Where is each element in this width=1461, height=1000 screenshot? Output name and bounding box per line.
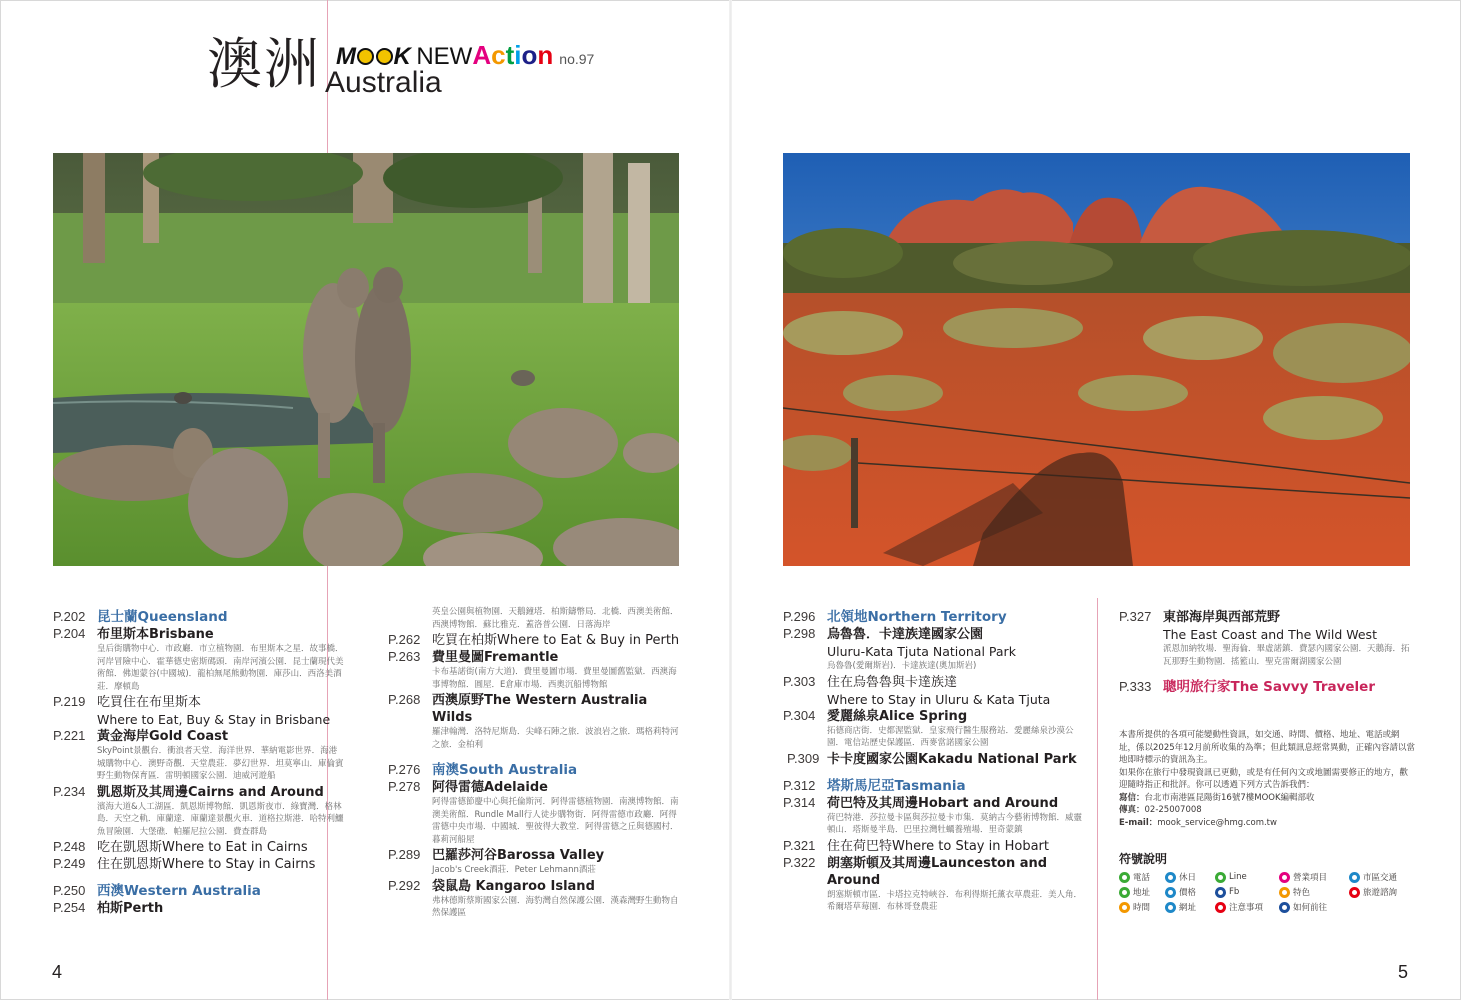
brand-action-letter: o bbox=[521, 40, 538, 70]
brand-action bbox=[472, 40, 553, 71]
notice-paragraph-1: 本書所提供的各項可能變動性資訊，如交通、時間、價格、地址、電話或網址，係以2025年12月前所收集的為準；但此類訊息經常異動，正確內容請以當地即時標示的資訊為主。 bbox=[1119, 730, 1415, 765]
toc-entry-text bbox=[97, 856, 345, 873]
toc-entry[interactable] bbox=[388, 779, 680, 847]
symbol-label: 地址 bbox=[1133, 888, 1151, 898]
toc-region-title: 西澳Western Australia bbox=[97, 883, 261, 899]
toc-entry[interactable] bbox=[1119, 609, 1415, 669]
toc-title: 凱恩斯及其周邊Cairns and Around bbox=[97, 784, 324, 800]
symbol-legend bbox=[1119, 850, 1419, 913]
toc-page-number: P.234 bbox=[53, 783, 86, 799]
symbol-item bbox=[1279, 871, 1349, 883]
symbol-item bbox=[1119, 901, 1165, 913]
toc-page-number: P.219 bbox=[53, 694, 86, 709]
symbol-icon bbox=[1279, 872, 1290, 883]
toc-entry[interactable] bbox=[53, 856, 345, 873]
toc-entry-text bbox=[827, 626, 1083, 674]
toc-subtitle: Where to Stay in Uluru & Kata Tjuta bbox=[827, 691, 1051, 707]
toc-page-number: P.322 bbox=[783, 854, 816, 870]
toc-title: 布里斯本Brisbane bbox=[97, 627, 214, 642]
symbol-item bbox=[1279, 901, 1349, 913]
mook-logo: M K bbox=[336, 43, 411, 70]
toc-entry[interactable] bbox=[53, 626, 345, 694]
toc-title: 袋鼠島 Kangaroo Island bbox=[432, 878, 595, 894]
toc-description: SkyPoint景觀台．衝浪者天堂．海洋世界．華納電影世界．海港城購物中心．澳野奇觀．天堂農莊．夢幻世界．坦莫寧山．庫倫賓野生動物保育區．雷明頓國家公園．迪威河遊船 bbox=[97, 746, 344, 781]
toc-page-number: P.309 bbox=[787, 750, 820, 766]
symbol-icon bbox=[1215, 887, 1226, 898]
toc-page-number: P.321 bbox=[783, 837, 816, 853]
symbol-item bbox=[1165, 871, 1215, 883]
symbol-item bbox=[1119, 871, 1165, 883]
toc-entry-text bbox=[97, 900, 345, 917]
symbol-label: 價格 bbox=[1179, 888, 1197, 898]
toc-description: 卡布基諾街(南方大道)．費里曼圖市場．費里曼圖舊監獄．西澳海事博物館．圓屋．E倉庫市場．西奧沉船博物館 bbox=[432, 667, 677, 690]
toc-entry-text bbox=[1163, 679, 1415, 696]
toc-description: Jacob's Creek酒莊．Peter Lehmann酒莊 bbox=[432, 865, 596, 875]
toc-title: 烏魯魯．卡達族達國家公園 bbox=[827, 627, 984, 642]
toc-title: 卡卡度國家公園Kakadu National Park bbox=[827, 751, 1077, 767]
toc-entry[interactable] bbox=[53, 694, 345, 728]
toc-region-title: 北領地Northern Territory bbox=[827, 609, 1007, 625]
toc-entry-text bbox=[432, 847, 680, 878]
toc-entry[interactable] bbox=[388, 878, 680, 921]
symbol-label: 注意事項 bbox=[1229, 903, 1264, 913]
toc-description: 羅津翰灣．洛特尼斯島．尖峰石陣之旅．波浪岩之旅．瑪格莉特河之旅．金柏利 bbox=[432, 727, 679, 750]
toc-title: 巴羅莎河谷Barossa Valley bbox=[432, 848, 605, 863]
brand-action-letter: n bbox=[537, 40, 554, 70]
toc-page-number: P.292 bbox=[388, 877, 421, 893]
toc-entry-text bbox=[827, 751, 1083, 768]
symbol-icon bbox=[1165, 872, 1176, 883]
toc-description: 派恩加納牧場．聖海倫．畢虛諾鎮．費瑟內國家公園．天鵝海．拓瓦那野生動物園．搖籃山．聖克雷爾湖國家公園 bbox=[1163, 644, 1410, 667]
toc-column-2 bbox=[388, 606, 680, 921]
center-fold bbox=[729, 0, 732, 1000]
symbol-item bbox=[1349, 886, 1419, 898]
symbol-item bbox=[1215, 871, 1279, 883]
symbol-icon bbox=[1119, 887, 1130, 898]
symbol-label: 時間 bbox=[1133, 903, 1151, 913]
toc-page-number: P.276 bbox=[388, 762, 421, 777]
toc-description: 英皇公園與植物園．天鵝鐘塔．柏斯鑄幣局．北橋．西澳美術館．西澳博物館．蘇比雅克．蓋洛普公園．日落海岸 bbox=[432, 607, 679, 630]
toc-entry-text bbox=[827, 609, 1083, 626]
symbol-label: 如何前往 bbox=[1293, 903, 1328, 913]
toc-entry[interactable] bbox=[783, 609, 1083, 626]
toc-entry[interactable] bbox=[388, 632, 680, 649]
toc-entry[interactable] bbox=[53, 900, 345, 917]
toc-entry[interactable] bbox=[1119, 679, 1415, 696]
toc-title: 住在烏魯魯與卡達族達 bbox=[827, 674, 958, 690]
toc-title: 黃金海岸Gold Coast bbox=[97, 729, 229, 744]
symbol-icon bbox=[1119, 902, 1130, 913]
toc-entry-text bbox=[97, 694, 345, 728]
toc-entry-text bbox=[432, 762, 680, 779]
symbol-icon bbox=[1119, 872, 1130, 883]
toc-entry[interactable] bbox=[53, 728, 345, 784]
info-notice bbox=[1119, 729, 1415, 829]
toc-region-title: 南澳South Australia bbox=[432, 762, 578, 778]
toc-description: 拓德商店街．史都渥監獄．皇家飛行醫生服務站．愛麗絲泉沙漠公園．電信站歷史保護區．西麥當諾國家公園 bbox=[827, 725, 1074, 748]
title-english: Australia bbox=[325, 66, 442, 99]
toc-description: 皇后街購物中心．市政廳．市立植物園．布里斯本之星．故事橋．河岸冒險中心．霍華德史密斯碼頭．南岸河濱公園．昆士蘭現代美術館．佛迦蒙谷(中國城)．龍柏無尾熊動物園．庫莎山．西洛美酒莊．摩頓島 bbox=[97, 644, 344, 692]
toc-page-number: P.304 bbox=[783, 707, 816, 723]
toc-description: 弗林德斯蔡斯國家公園．海豹灣自然保護公園．漢森灣野生動物自然保護區 bbox=[432, 895, 679, 918]
mook-o-icon bbox=[376, 48, 393, 65]
toc-entry[interactable] bbox=[388, 649, 680, 692]
toc-description: 荷巴特港．莎拉曼卡區與莎拉曼卡市集．莫納古今藝術博物館．威靈頓山．塔斯曼半島．巴里拉灣牡蠣養殖場．里奇蒙鎮 bbox=[827, 812, 1083, 835]
toc-page-number: P.278 bbox=[388, 779, 421, 794]
toc-page-number: P.289 bbox=[388, 847, 421, 862]
toc-page-number: P.298 bbox=[783, 626, 816, 641]
toc-entry-text bbox=[432, 692, 680, 752]
toc-title: 住在凱恩斯Where to Stay in Cairns bbox=[97, 857, 316, 872]
title-chinese: 澳洲 bbox=[207, 32, 322, 96]
toc-entry-text bbox=[827, 795, 1083, 838]
symbol-legend-title: 符號說明 bbox=[1119, 852, 1168, 866]
toc-column-4 bbox=[1119, 609, 1415, 696]
symbol-label: 市區交通 bbox=[1363, 873, 1398, 883]
toc-entry[interactable] bbox=[783, 795, 1083, 838]
toc-title: 朗塞斯頓及其周邊Launceston and Around bbox=[827, 855, 1048, 888]
toc-entry[interactable] bbox=[53, 883, 345, 900]
mook-o-icon bbox=[357, 48, 374, 65]
kangaroo-photo bbox=[53, 153, 679, 566]
brand-action-letter: c bbox=[491, 40, 506, 70]
toc-entry[interactable] bbox=[783, 855, 1083, 915]
toc-entry[interactable] bbox=[783, 751, 1083, 768]
toc-page-number: P.268 bbox=[388, 692, 421, 707]
toc-title: 吃在凱恩斯Where to Eat in Cairns bbox=[97, 840, 308, 855]
toc-page-number: P.262 bbox=[388, 632, 421, 647]
symbol-label: 旅遊諮詢 bbox=[1363, 888, 1398, 898]
toc-entry[interactable] bbox=[388, 606, 680, 632]
kata-tjuta-photo bbox=[783, 153, 1410, 566]
toc-page-number: P.204 bbox=[53, 626, 86, 641]
toc-entry-text bbox=[432, 649, 680, 692]
toc-page-number: P.303 bbox=[783, 673, 816, 689]
toc-page-number: P.248 bbox=[53, 839, 86, 854]
toc-title: 西澳原野The Western Australia Wilds bbox=[432, 693, 648, 725]
brand-action-letter: A bbox=[472, 40, 492, 70]
symbol-item bbox=[1119, 886, 1165, 898]
toc-page-number: P.221 bbox=[53, 728, 86, 743]
symbol-icon bbox=[1349, 887, 1360, 898]
symbol-item bbox=[1215, 886, 1279, 898]
toc-page-number: P.296 bbox=[783, 609, 816, 624]
page-number-left: 4 bbox=[52, 962, 63, 982]
notice-fax: 傳真：02-25007008 bbox=[1119, 805, 1202, 815]
toc-subtitle: Uluru-Kata Tjuta National Park bbox=[827, 644, 1016, 659]
symbol-item bbox=[1349, 871, 1419, 883]
notice-mail: 寫信：台北市南港區昆陽街16號7樓MOOK編輯部收 bbox=[1119, 792, 1315, 803]
toc-column-3 bbox=[783, 609, 1083, 915]
toc-entry-text bbox=[1163, 609, 1415, 669]
toc-entry[interactable] bbox=[783, 708, 1083, 751]
toc-entry-text bbox=[432, 878, 680, 921]
toc-entry-text bbox=[827, 778, 1083, 795]
toc-entry-text bbox=[97, 839, 345, 856]
toc-entry-text bbox=[827, 855, 1083, 915]
symbol-label: 營業項目 bbox=[1293, 873, 1328, 883]
symbol-item bbox=[1165, 886, 1215, 898]
toc-region-title: 塔斯馬尼亞Tasmania bbox=[827, 777, 966, 794]
brand-new: NEW bbox=[416, 43, 473, 70]
toc-title: 荷巴特及其周邊Hobart and Around bbox=[827, 795, 1059, 811]
toc-entry-text bbox=[97, 626, 345, 694]
issue-number: no.97 bbox=[559, 51, 595, 67]
toc-entry-text bbox=[97, 609, 345, 626]
symbol-item bbox=[1279, 886, 1349, 898]
toc-page-number: P.254 bbox=[53, 900, 86, 915]
toc-entry-text bbox=[432, 606, 680, 632]
symbol-grid bbox=[1119, 871, 1419, 913]
toc-entry-text bbox=[97, 784, 345, 840]
toc-page-number: P.327 bbox=[1119, 609, 1152, 624]
symbol-label: 特色 bbox=[1293, 888, 1311, 898]
toc-entry[interactable] bbox=[53, 784, 345, 840]
toc-title: 柏斯Perth bbox=[97, 901, 164, 916]
toc-entry-text bbox=[97, 883, 345, 900]
toc-entry-text bbox=[827, 838, 1083, 855]
toc-title: 愛麗絲泉Alice Spring bbox=[827, 708, 968, 724]
toc-page-number: P.333 bbox=[1119, 679, 1152, 694]
symbol-icon bbox=[1279, 887, 1290, 898]
toc-page-number: P.312 bbox=[783, 777, 816, 793]
page-number-right: 5 bbox=[1398, 962, 1409, 982]
toc-title: 東部海岸與西部荒野 bbox=[1163, 610, 1281, 625]
toc-title: 吃買在柏斯Where to Eat & Buy in Perth bbox=[432, 633, 680, 648]
toc-entry[interactable] bbox=[783, 626, 1083, 674]
notice-email: E-mail：mook_service@hmg.com.tw bbox=[1119, 817, 1277, 828]
toc-entry-text bbox=[827, 674, 1083, 708]
toc-description: 烏魯魯(愛爾斯岩)．卡達族達(奧加斯岩) bbox=[827, 661, 977, 671]
notice-paragraph-2: 如果你在旅行中發現資訊已更動，或是有任何內文或地圖需要修正的地方，歡迎隨時指正和批評。你可以透過下列方式告訴我們： bbox=[1119, 767, 1409, 790]
symbol-label: 休日 bbox=[1179, 873, 1197, 883]
toc-page-number: P.250 bbox=[53, 883, 86, 898]
toc-page-number: P.263 bbox=[388, 649, 421, 664]
toc-entry[interactable] bbox=[388, 847, 680, 878]
symbol-label: 網址 bbox=[1179, 903, 1197, 913]
symbol-icon bbox=[1279, 902, 1290, 913]
toc-page-number: P.202 bbox=[53, 609, 86, 624]
toc-column-1 bbox=[53, 609, 345, 917]
toc-page-number: P.249 bbox=[53, 856, 86, 871]
toc-entry[interactable] bbox=[388, 692, 680, 752]
toc-entry[interactable] bbox=[783, 838, 1083, 855]
brand-logo bbox=[336, 40, 594, 70]
brand-action-letter: t bbox=[505, 40, 515, 70]
toc-description: 朗塞斯頓市區．卡塔拉克特峽谷．布利得斯托薰衣草農莊．美人角．希爾塔草莓園．布林哥登農莊 bbox=[827, 889, 1083, 912]
symbol-label: 電話 bbox=[1133, 873, 1151, 883]
toc-entry-text bbox=[827, 708, 1083, 751]
symbol-icon bbox=[1215, 902, 1226, 913]
toc-entry[interactable] bbox=[388, 762, 680, 779]
symbol-label: Line bbox=[1229, 872, 1247, 882]
toc-entry[interactable] bbox=[53, 839, 345, 856]
symbol-icon bbox=[1165, 902, 1176, 913]
symbol-icon bbox=[1349, 872, 1360, 883]
toc-description: 阿得雷德節慶中心與托倫斯河．阿得雷德植物園．南澳博物館．南澳美術館．Rundle Mall行人徒步購物街．阿得雷德市政廳．阿得雷德中央市場．中國城．聖彼得大教堂．阿得雷德之丘與德國村．暮莉河船屋 bbox=[432, 797, 679, 845]
toc-entry-text bbox=[97, 728, 345, 784]
symbol-label: Fb bbox=[1229, 887, 1240, 897]
toc-entry[interactable] bbox=[783, 674, 1083, 708]
symbol-icon bbox=[1165, 887, 1176, 898]
toc-entry-text bbox=[432, 632, 680, 649]
brand-action-letter: i bbox=[514, 40, 522, 70]
toc-description: 濱海大道&人工湖區．凱恩斯博物館．凱恩斯夜市．綠寶灣．格林島．天空之軌．庫蘭達．庫蘭達景觀火車．道格拉斯港．哈特利鱷魚冒險園．大堡礁．帕羅尼拉公園．費查群島 bbox=[97, 801, 344, 837]
symbol-item bbox=[1215, 901, 1279, 913]
toc-subtitle: The East Coast and The Wild West bbox=[1163, 627, 1377, 642]
toc-title: 阿得雷德Adelaide bbox=[432, 780, 548, 795]
toc-region-title: 昆士蘭Queensland bbox=[97, 609, 228, 625]
symbol-item bbox=[1165, 901, 1215, 913]
toc-entry[interactable] bbox=[783, 778, 1083, 795]
toc-subtitle: Where to Eat, Buy & Stay in Brisbane bbox=[97, 712, 331, 727]
toc-title: 吃買住在布里斯本 bbox=[97, 695, 202, 710]
toc-entry[interactable] bbox=[53, 609, 345, 626]
toc-entry-text bbox=[432, 779, 680, 847]
toc-page-number: P.314 bbox=[783, 794, 816, 810]
toc-title: 聰明旅行家The Savvy Traveler bbox=[1163, 679, 1375, 695]
right-rule bbox=[1097, 598, 1098, 1000]
toc-title: 費里曼圖Fremantle bbox=[432, 650, 559, 665]
toc-title: 住在荷巴特Where to Stay in Hobart bbox=[827, 838, 1049, 854]
symbol-icon bbox=[1215, 872, 1226, 883]
